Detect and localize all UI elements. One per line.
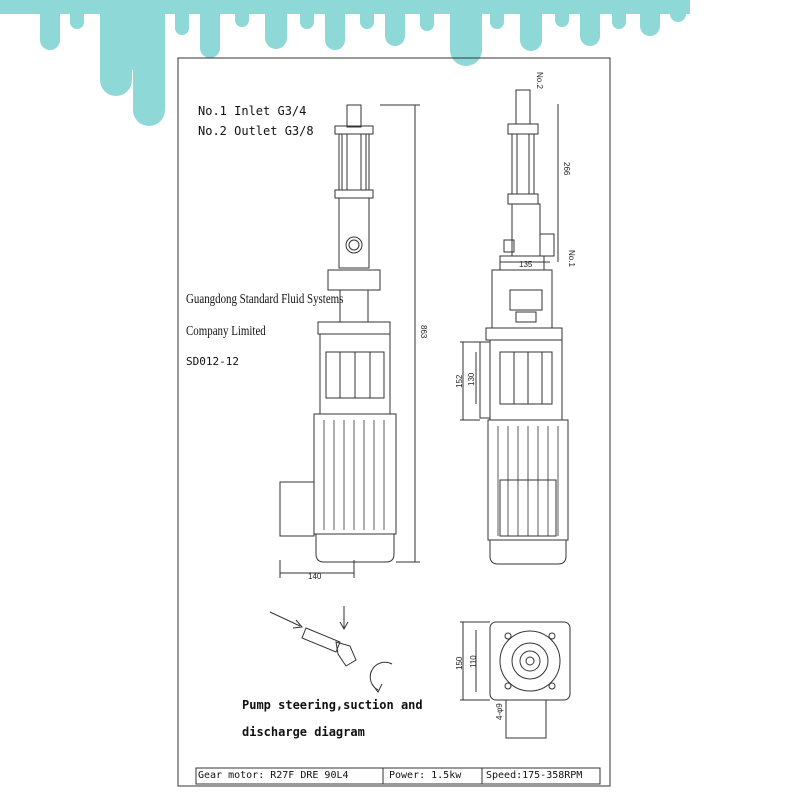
company-name-line1: Guangdong Standard Fluid Systems: [186, 292, 344, 307]
dim-total-height: 863: [419, 325, 428, 339]
dim-bottom-inner: 110: [469, 655, 478, 668]
dim-bottom-outer: 150: [455, 656, 464, 670]
outlet-note: No.2 Outlet G3/8: [198, 124, 314, 138]
diagram-caption-line1: Pump steering,suction and: [242, 698, 423, 712]
company-name-line2: Company Limited: [186, 324, 266, 339]
dim-gear-height-outer: 152: [455, 374, 464, 388]
model-number: SD012-12: [186, 355, 239, 368]
dim-base-width: 140: [308, 572, 322, 581]
spec-speed: Speed:175-358RPM: [486, 770, 583, 781]
dim-bottom-small: 4-φ9: [495, 703, 504, 720]
inlet-note: No.1 Inlet G3/4: [198, 104, 307, 118]
diagram-caption-line2: discharge diagram: [242, 725, 365, 739]
dim-flange-width: 135: [519, 260, 533, 269]
dim-upper-height: 266: [562, 162, 571, 176]
spec-gear-motor: Gear motor: R27F DRE 90L4: [198, 770, 349, 781]
dim-gear-height-inner: 130: [467, 372, 476, 386]
spec-power: Power: 1.5kw: [389, 770, 462, 781]
port-label-2: No.2: [535, 72, 544, 89]
port-label-1: No.1: [567, 250, 576, 267]
